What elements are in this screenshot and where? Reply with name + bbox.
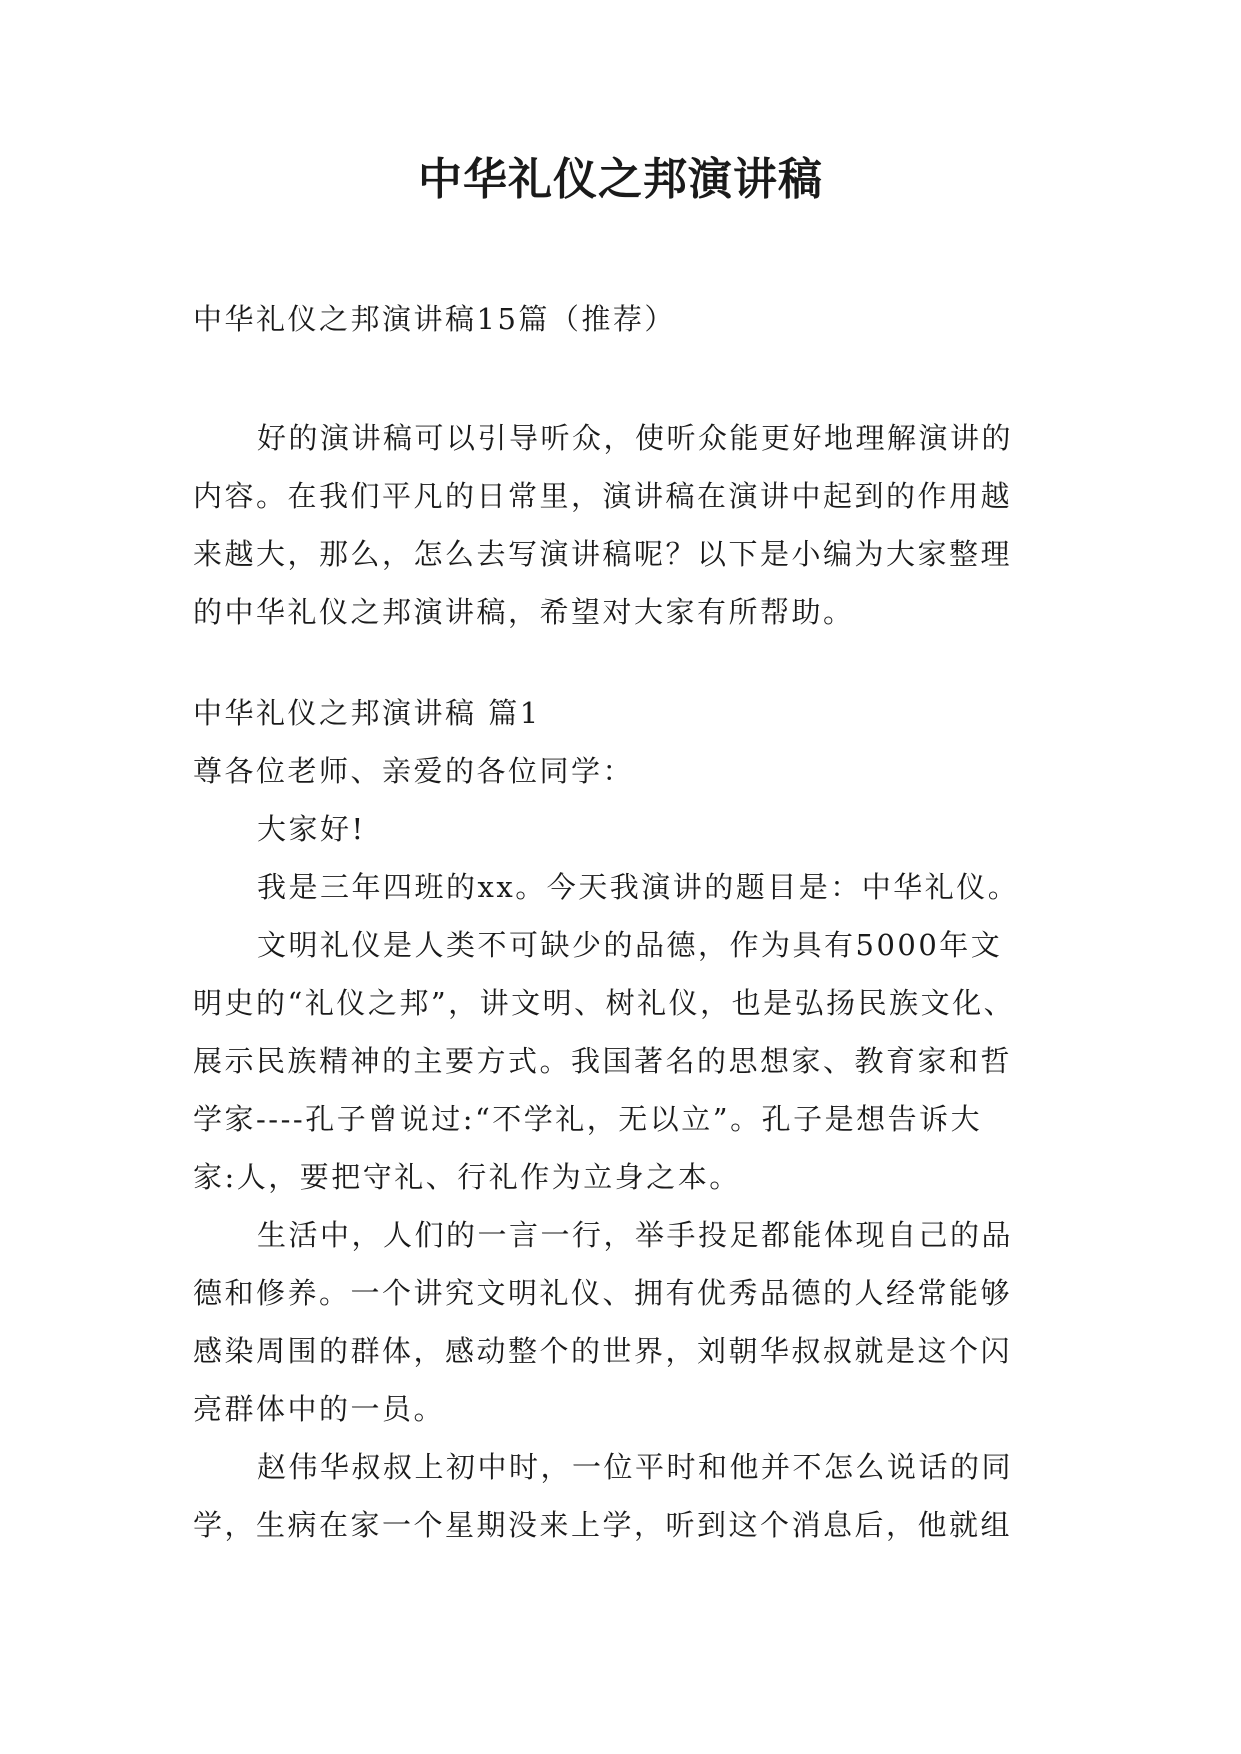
intro-paragraph (193, 409, 1073, 641)
paragraph-line: 德和修养。一个讲究文明礼仪、拥有优秀品德的人经常能够 (193, 1276, 1013, 1310)
paragraph-line: 文明礼仪是人类不可缺少的品德，作为具有5000年文 (257, 928, 1003, 962)
paragraph-line: 学家----孔子曾说过:“不学礼，无以立”。孔子是想告诉大 (193, 1102, 983, 1136)
paragraph-2 (193, 1206, 1073, 1438)
section-heading: 中华礼仪之邦演讲稿 篇1 (193, 696, 541, 730)
paragraph-line: 亮群体中的一员。 (193, 1392, 446, 1426)
paragraph-line: 家:人，要把守礼、行礼作为立身之本。 (193, 1160, 741, 1194)
document-title: 中华礼仪之邦演讲稿 (418, 154, 823, 205)
paragraph-line: 感染周围的群体，感动整个的世界，刘朝华叔叔就是这个闪 (193, 1334, 1013, 1368)
paragraph-3 (193, 1438, 1073, 1554)
self-intro: 我是三年四班的xx。今天我演讲的题目是：中华礼仪。 (257, 870, 1020, 904)
salutation: 尊各位老师、亲爱的各位同学： (193, 754, 635, 788)
greeting: 大家好! (257, 812, 366, 846)
paragraph-line: 的中华礼仪之邦演讲稿，希望对大家有所帮助。 (193, 595, 855, 629)
paragraph-line: 赵伟华叔叔上初中时，一位平时和他并不怎么说话的同 (257, 1450, 1014, 1484)
paragraph-1 (193, 916, 1073, 1206)
paragraph-line: 生活中，人们的一言一行，举手投足都能体现自己的品 (257, 1218, 1014, 1252)
document-subtitle: 中华礼仪之邦演讲稿15篇（推荐） (193, 302, 676, 336)
paragraph-line: 内容。在我们平凡的日常里，演讲稿在演讲中起到的作用越 (193, 479, 1013, 513)
paragraph-line: 好的演讲稿可以引导听众，使听众能更好地理解演讲的 (257, 421, 1014, 455)
paragraph-line: 展示民族精神的主要方式。我国著名的思想家、教育家和哲 (193, 1044, 1013, 1078)
document-body (193, 290, 1073, 1554)
paragraph-line: 学，生病在家一个星期没来上学，听到这个消息后，他就组 (193, 1508, 1013, 1542)
paragraph-line: 明史的“礼仪之邦”，讲文明、树礼仪，也是弘扬民族文化、 (193, 986, 1016, 1020)
paragraph-line: 来越大，那么，怎么去写演讲稿呢？以下是小编为大家整理 (193, 537, 1013, 571)
